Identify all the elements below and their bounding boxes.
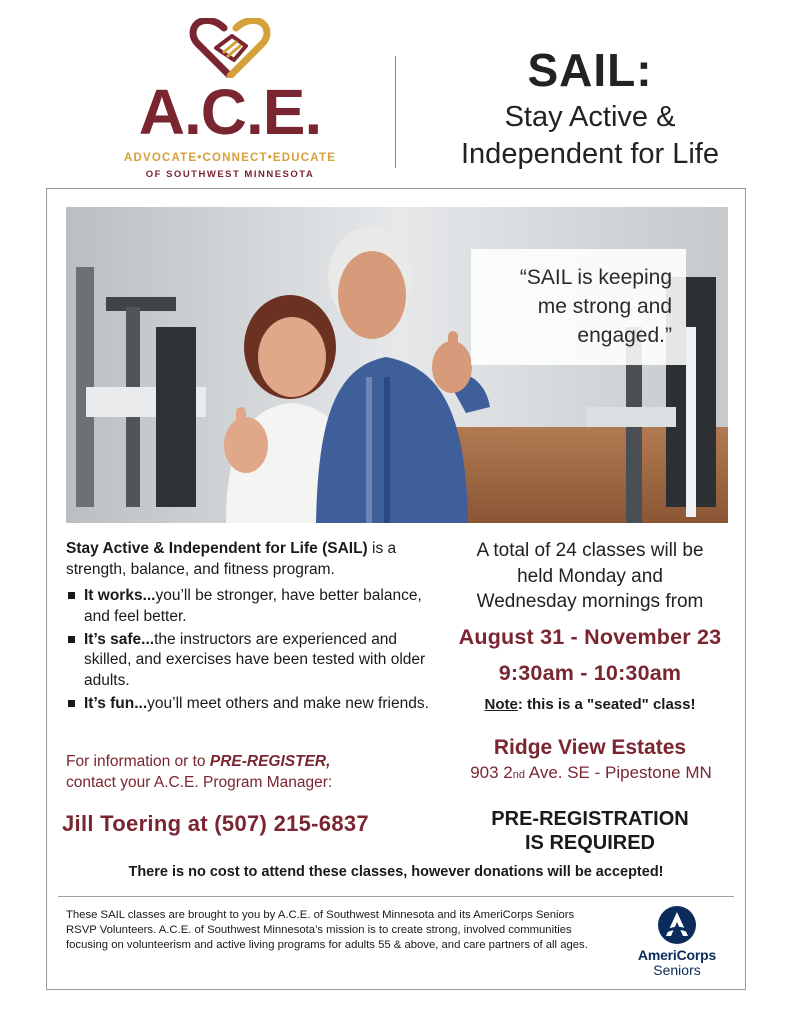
address-rest: Ave. SE - Pipestone MN bbox=[525, 763, 712, 782]
bullet-text: you’ll be stronger, have better balance, and feel better. bbox=[84, 587, 422, 625]
list-item bbox=[66, 630, 438, 692]
schedule-line-3: Wednesday mornings from bbox=[476, 591, 704, 612]
quote-line-3: engaged.” bbox=[577, 324, 672, 347]
schedule-line-2: held Monday and bbox=[517, 565, 663, 587]
class-dates: August 31 - November 23 bbox=[458, 625, 722, 649]
note-label: Note bbox=[484, 696, 518, 713]
title-line-2: Independent for Life bbox=[461, 138, 719, 170]
bullet-text: the instructors are experienced and skilled, and exercises have been tested with older adults. bbox=[84, 630, 426, 689]
title-line-1: Stay Active & bbox=[504, 101, 676, 133]
title-block bbox=[420, 42, 760, 172]
ace-subline: OF SOUTHWEST MINNESOTA bbox=[145, 169, 315, 180]
contact-phone[interactable]: Jill Toering at (507) 215-6837 bbox=[62, 811, 369, 836]
list-item bbox=[66, 694, 438, 715]
quote-line-2: me strong and bbox=[537, 295, 672, 318]
bullet-text: you’ll meet others and make new friends. bbox=[147, 694, 429, 712]
prereg-line-2: IS REQUIRED bbox=[524, 832, 656, 854]
seated-note bbox=[440, 696, 740, 713]
footer-text: These SAIL classes are brought to you by A.C.E. of Southwest Minnesota and its AmeriCorps Seniors RSVP Volunteers. A.C.E. of Southwest Minnesota’s mission is to create strong, involved communities focusing on volunteerism and active living programs for adults 55 & above, and care partners of all ages. bbox=[66, 909, 588, 951]
class-times: 9:30am - 10:30am bbox=[498, 661, 682, 685]
page-title: SAIL: bbox=[527, 44, 653, 96]
list-item bbox=[66, 586, 438, 627]
cost-note: There is no cost to attend these classes, however donations will be accepted! bbox=[128, 864, 664, 880]
ace-wordmark: A.C.E. bbox=[138, 76, 322, 148]
americorps-sub: Seniors bbox=[653, 962, 701, 978]
bullet-bold: It’s safe... bbox=[84, 630, 155, 648]
info-preregister: PRE-REGISTER, bbox=[209, 753, 331, 770]
schedule-line-1: A total of 24 classes will be bbox=[476, 540, 704, 561]
program-intro bbox=[66, 538, 438, 580]
intro-bold: Stay Active & Independent for Life (SAIL) bbox=[66, 540, 368, 557]
registration-info bbox=[66, 751, 438, 793]
quote-line-1: “SAIL is keeping bbox=[519, 266, 672, 289]
prereg-line-1: PRE-REGISTRATION bbox=[491, 808, 689, 830]
americorps-name: AmeriCorps bbox=[637, 947, 717, 963]
ace-logo bbox=[110, 18, 350, 183]
intro-rest: is a strength, balance, and fitness program. bbox=[66, 540, 397, 578]
footer-divider bbox=[58, 896, 734, 897]
heart-handshake-icon bbox=[188, 18, 272, 78]
bullet-bold: It’s fun... bbox=[84, 694, 148, 712]
preregistration-required bbox=[440, 807, 740, 855]
venue-address bbox=[436, 763, 746, 783]
schedule-text bbox=[440, 538, 740, 615]
address-number: 903 2 bbox=[470, 763, 513, 782]
info-prefix: For information or to bbox=[66, 753, 210, 770]
info-line-2: contact your A.C.E. Program Manager: bbox=[66, 774, 333, 791]
header-divider bbox=[395, 56, 396, 168]
note-text: : this is a "seated" class! bbox=[517, 696, 696, 713]
ace-tagline: ADVOCATE•CONNECT•EDUCATE bbox=[123, 152, 337, 164]
americorps-icon bbox=[657, 905, 697, 945]
benefits-list bbox=[66, 586, 438, 717]
venue-name: Ridge View Estates bbox=[493, 736, 687, 759]
address-ordinal: nd bbox=[512, 769, 525, 781]
bullet-bold: It works... bbox=[84, 587, 156, 604]
americorps-seniors-logo bbox=[622, 905, 732, 983]
testimonial-quote bbox=[471, 249, 686, 365]
